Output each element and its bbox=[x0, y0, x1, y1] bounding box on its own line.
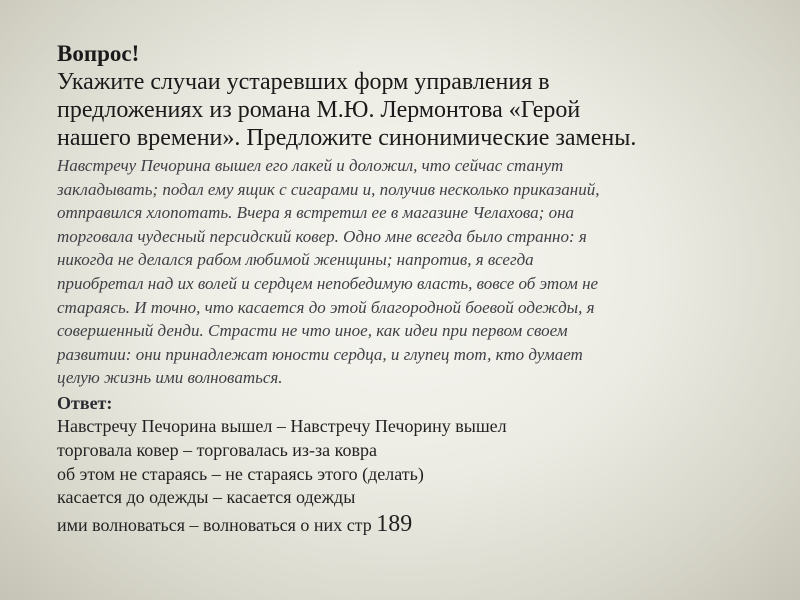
quote-line: совершенный денди. Страсти не что иное, как идеи при первом своем bbox=[57, 321, 568, 341]
quote-line: Навстречу Печорина вышел его лакей и доложил, что сейчас станут bbox=[57, 156, 564, 175]
answer-line: касается до одежды – касается одежды bbox=[57, 487, 356, 508]
question-text bbox=[57, 68, 757, 152]
answer-heading: Ответ: bbox=[57, 392, 113, 413]
answer-line: об этом не стараясь – не стараясь этого (делать) bbox=[57, 463, 424, 484]
question-heading: Вопрос! bbox=[57, 41, 140, 66]
quote-line: никогда не делался рабом любимой женщины; напротив, я всегда bbox=[57, 250, 534, 270]
quote-line: отправился хлопотать. Вчера я встретил ее в магазине Челахова; она bbox=[57, 203, 575, 223]
question-line: нашего времени». Предложите синонимические замены. bbox=[57, 125, 637, 151]
answer-line-text: ими волноваться – волноваться о них стр bbox=[57, 515, 377, 536]
question-line: Укажите случаи устаревших форм управления в bbox=[57, 69, 550, 95]
answer-line: Навстречу Печорина вышел – Навстречу Печорину вышел bbox=[57, 415, 507, 436]
slide-content bbox=[57, 40, 757, 538]
question-line: предложениях из романа М.Ю. Лермонтова «Герой bbox=[57, 97, 581, 123]
quote-line: приобретал над их волей и сердцем непобедимую власть, вовсе об этом не bbox=[57, 273, 599, 293]
novel-quote bbox=[57, 154, 757, 390]
answer-line-with-page bbox=[57, 513, 757, 538]
quote-line: развитии: они принадлежат юности сердца, и глупец тот, кто думает bbox=[57, 344, 583, 364]
answer-list bbox=[57, 415, 757, 538]
answer-line: торговала ковер – торговалась из-за ковра bbox=[57, 439, 377, 460]
quote-line: целую жизнь ими волноваться. bbox=[57, 368, 283, 388]
page-number: 189 bbox=[376, 511, 413, 538]
quote-line: торговала чудесный персидский ковер. Одно мне всегда было странно: я bbox=[57, 226, 587, 246]
quote-line: стараясь. И точно, что касается до этой благородной боевой одежды, я bbox=[57, 297, 595, 317]
quote-line: закладывать; подал ему ящик с сигарами и, получив несколько приказаний, bbox=[57, 179, 600, 199]
